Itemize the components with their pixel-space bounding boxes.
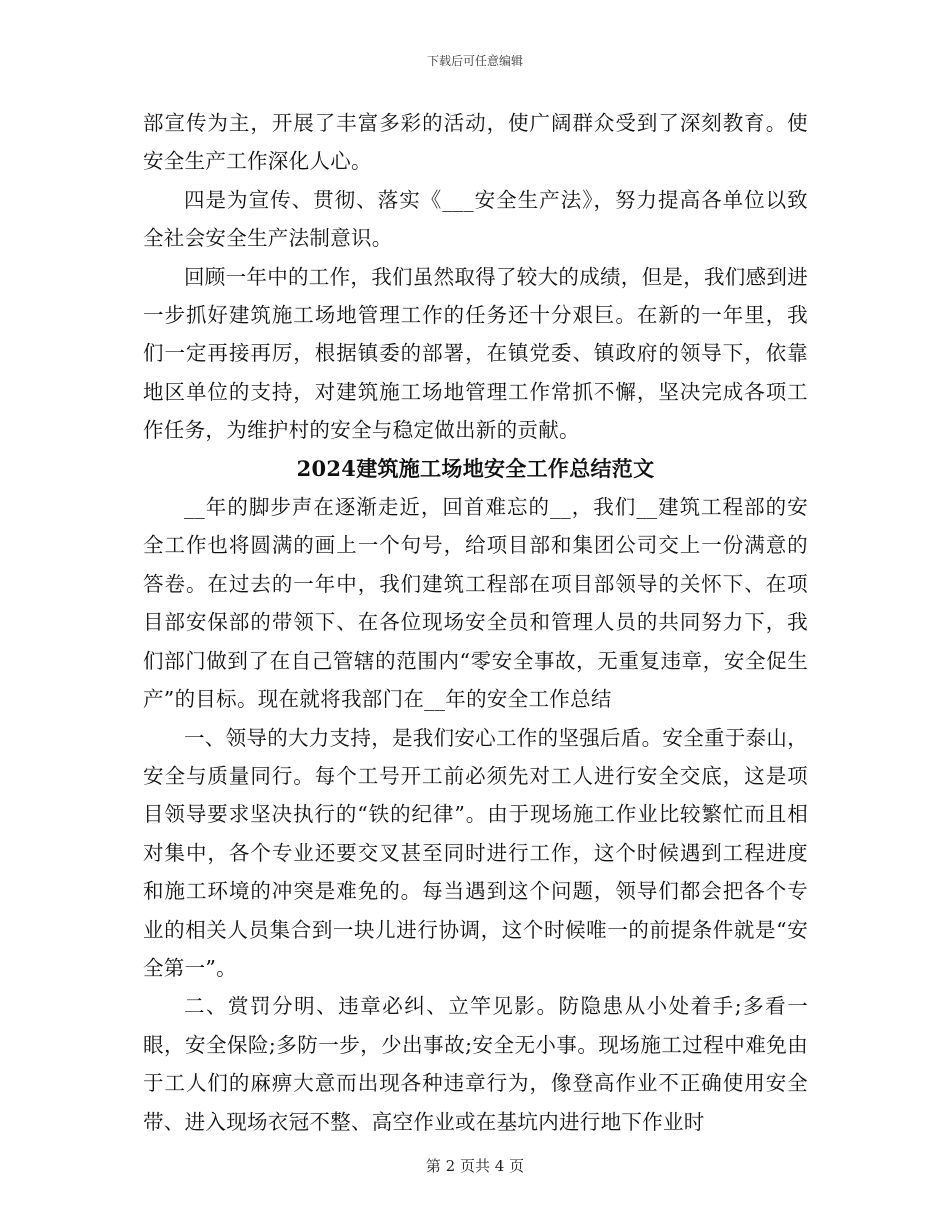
page-number-footer: 第 2 页共 4 页	[425, 1157, 525, 1175]
paragraph-3: 回顾一年中的工作，我们虽然取得了较大的成绩，但是，我们感到进一步抓好建筑施工场地管理工作的任务还十分艰巨。在新的一年里，我们一定再接再厉，根据镇委的部署，在镇党委、镇政府的领导下，依靠地区单位的支持，对建筑施工场地管理工作常抓不懈，坚决完成各项工作任务，为维护村的安全与稳定做出新的贡献。	[143, 264, 808, 443]
page-header: 下载后可任意编辑	[426, 54, 523, 68]
document-title: 2024建筑施工场地安全工作总结范文	[296, 455, 655, 481]
document-body	[143, 104, 808, 1141]
paragraph-6: 二、赏罚分明、违章必纠、立竿见影。防隐患从小处着手;多看一眼，安全保险;多防一步，少出事故;安全无小事。现场施工过程中难免由于工人们的麻痹大意而出现各种违章行为，像登高作业不正确使用安全带、进入现场衣冠不整、高空作业或在基坑内进行地下作业时	[143, 994, 808, 1134]
paragraph-5: 一、领导的大力支持，是我们安心工作的坚强后盾。安全重于泰山，安全与质量同行。每个工号开工前必须先对工人进行安全交底，这是项目领导要求坚决执行的“铁的纪律”。由于现场施工作业比较繁忙而且相对集中，各个专业还要交叉甚至同时进行工作，这个时候遇到工程进度和施工环境的冲突是难免的。每当遇到这个问题，领导们都会把各个专业的相关人员集合到一块儿进行协调，这个时候唯一的前提条件就是“安全第一”。	[143, 725, 808, 980]
paragraph-1: 部宣传为主，开展了丰富多彩的活动，使广阔群众受到了深刻教育。使安全生产工作深化人心。	[143, 111, 808, 174]
paragraph-2: 四是为宣传、贯彻、落实《___安全生产法》，努力提高各单位以致全社会安全生产法制意识。	[143, 187, 808, 251]
paragraph-4: __年的脚步声在逐渐走近，回首难忘的__，我们__建筑工程部的安全工作也将圆满的画上一个句号，给项目部和集团公司交上一份满意的答卷。在过去的一年中，我们建筑工程部在项目部领导的关怀下、在项目部安保部的带领下、在各位现场安全员和管理人员的共同努力下，我们部门做到了在自己管辖的范围内“零安全事故，无重复违章，安全促生产”的目标。现在就将我部门在__年的安全工作总结	[143, 495, 808, 712]
